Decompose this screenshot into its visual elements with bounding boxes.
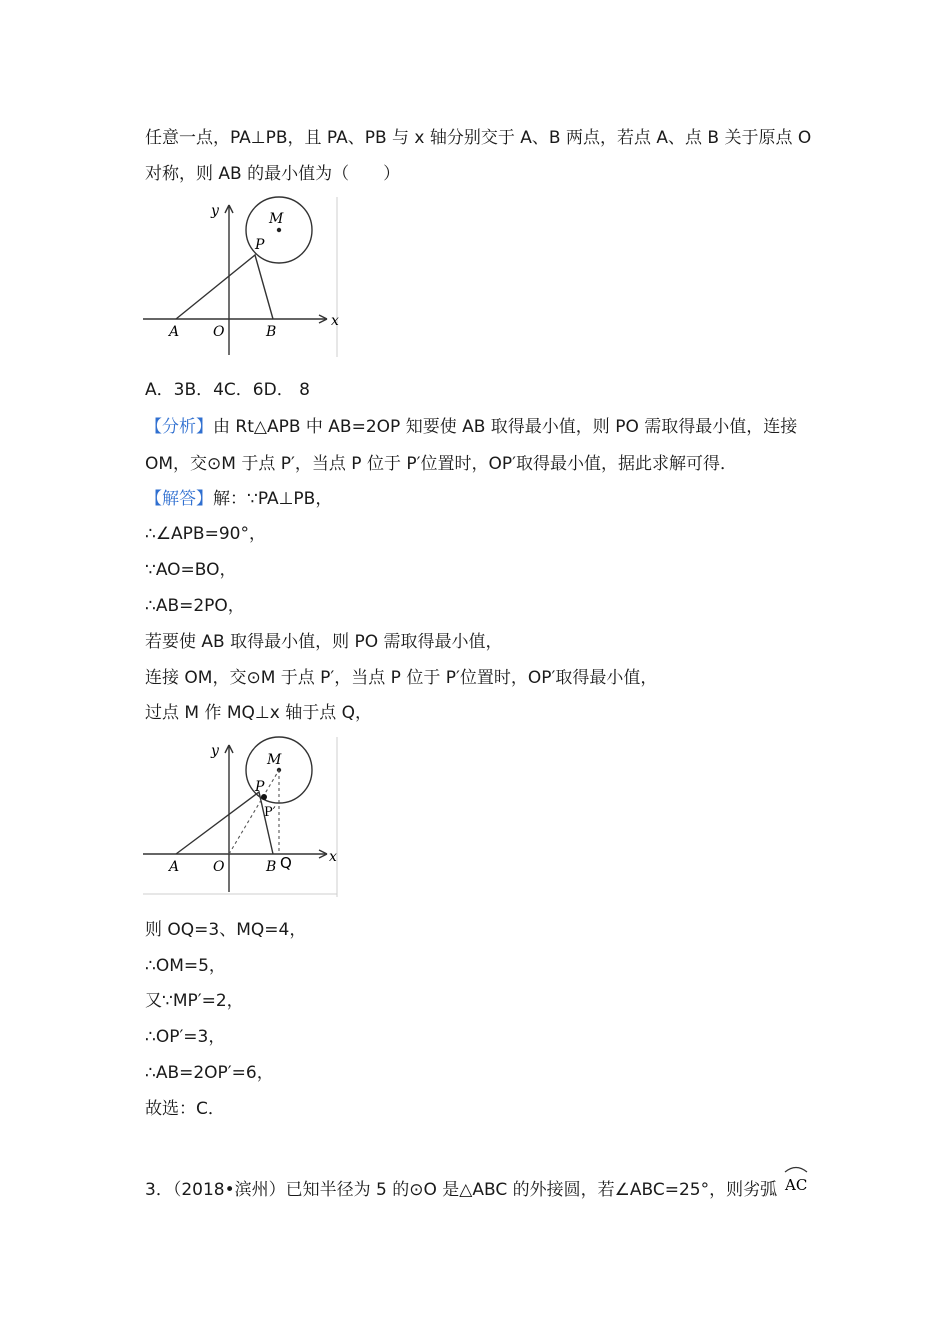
label-a: A xyxy=(169,859,180,875)
label-y: y xyxy=(211,203,219,219)
label-p-prime: P′ xyxy=(264,805,276,820)
analysis-line-2: OM，交⊙M 于点 P′，当点 P 位于 P′位置时，OP′取得最小值，据此求解可得． xyxy=(145,454,737,474)
text-line-1: 任意一点，PA⊥PB，且 PA、PB 与 x 轴分别交于 A、B 两点，若点 A、点 B 关于原点 O xyxy=(145,128,812,148)
arc-mark xyxy=(785,1168,807,1173)
label-b: B xyxy=(266,324,277,340)
label-p: P xyxy=(255,779,265,795)
figure-2-coordinate-diagram xyxy=(143,737,338,897)
arc-label-ac: AC xyxy=(785,1176,808,1194)
label-x: x xyxy=(331,313,339,329)
label-m: M xyxy=(267,752,282,768)
label-a: A xyxy=(169,324,180,340)
answer-text-1: 解：∵PA⊥PB， xyxy=(213,489,333,509)
label-p: P xyxy=(255,237,265,253)
answer-tag: 【解答】 xyxy=(145,489,213,509)
step-line-4: 若要使 AB 取得最小值，则 PO 需取得最小值， xyxy=(145,632,503,652)
step-line-3: ∴AB=2PO， xyxy=(145,596,245,616)
arc-ac-symbol xyxy=(783,1163,809,1201)
question-3-line: 3．（2018•滨州）已知半径为 5 的⊙O 是△ABC 的外接圆，若∠ABC=25°，则劣弧 xyxy=(145,1180,778,1200)
step-line-6: 过点 M 作 MQ⊥x 轴于点 Q， xyxy=(145,703,372,723)
analysis-text-1: 由 Rt△APB 中 AB=2OP 知要使 AB 取得最小值，则 PO 需取得最小值，连接 xyxy=(213,417,798,437)
triangle-apb xyxy=(176,792,273,854)
step-line-9: 又∵MP′=2， xyxy=(145,991,244,1011)
step-line-10: ∴OP′=3， xyxy=(145,1027,226,1047)
options-line: A．3B．4C．6D． 8 xyxy=(145,380,310,400)
step-line-11: ∴AB=2OP′=6， xyxy=(145,1063,274,1083)
label-y: y xyxy=(211,743,219,759)
step-line-7: 则 OQ=3、MQ=4， xyxy=(145,920,307,940)
figure-1-coordinate-diagram xyxy=(143,197,338,357)
analysis-tag: 【分析】 xyxy=(145,417,213,437)
step-line-12: 故选：C． xyxy=(145,1099,225,1119)
label-m: M xyxy=(269,211,284,227)
triangle-apb xyxy=(176,255,273,319)
label-b: B xyxy=(266,859,277,875)
step-line-2: ∵AO=BO， xyxy=(145,560,237,580)
answer-line-1 xyxy=(145,487,332,511)
text-line-2: 对称，则 AB 的最小值为（ ） xyxy=(145,164,401,184)
analysis-line-1 xyxy=(145,415,797,439)
label-q: Q xyxy=(280,854,292,872)
label-o: O xyxy=(213,859,225,875)
step-line-8: ∴OM=5， xyxy=(145,956,226,976)
label-x: x xyxy=(329,849,337,865)
step-line-1: ∴∠APB=90°， xyxy=(145,524,266,544)
step-line-5: 连接 OM，交⊙M 于点 P′，当点 P 位于 P′位置时，OP′取得最小值， xyxy=(145,668,658,688)
label-o: O xyxy=(213,324,225,340)
point-m xyxy=(277,228,281,232)
